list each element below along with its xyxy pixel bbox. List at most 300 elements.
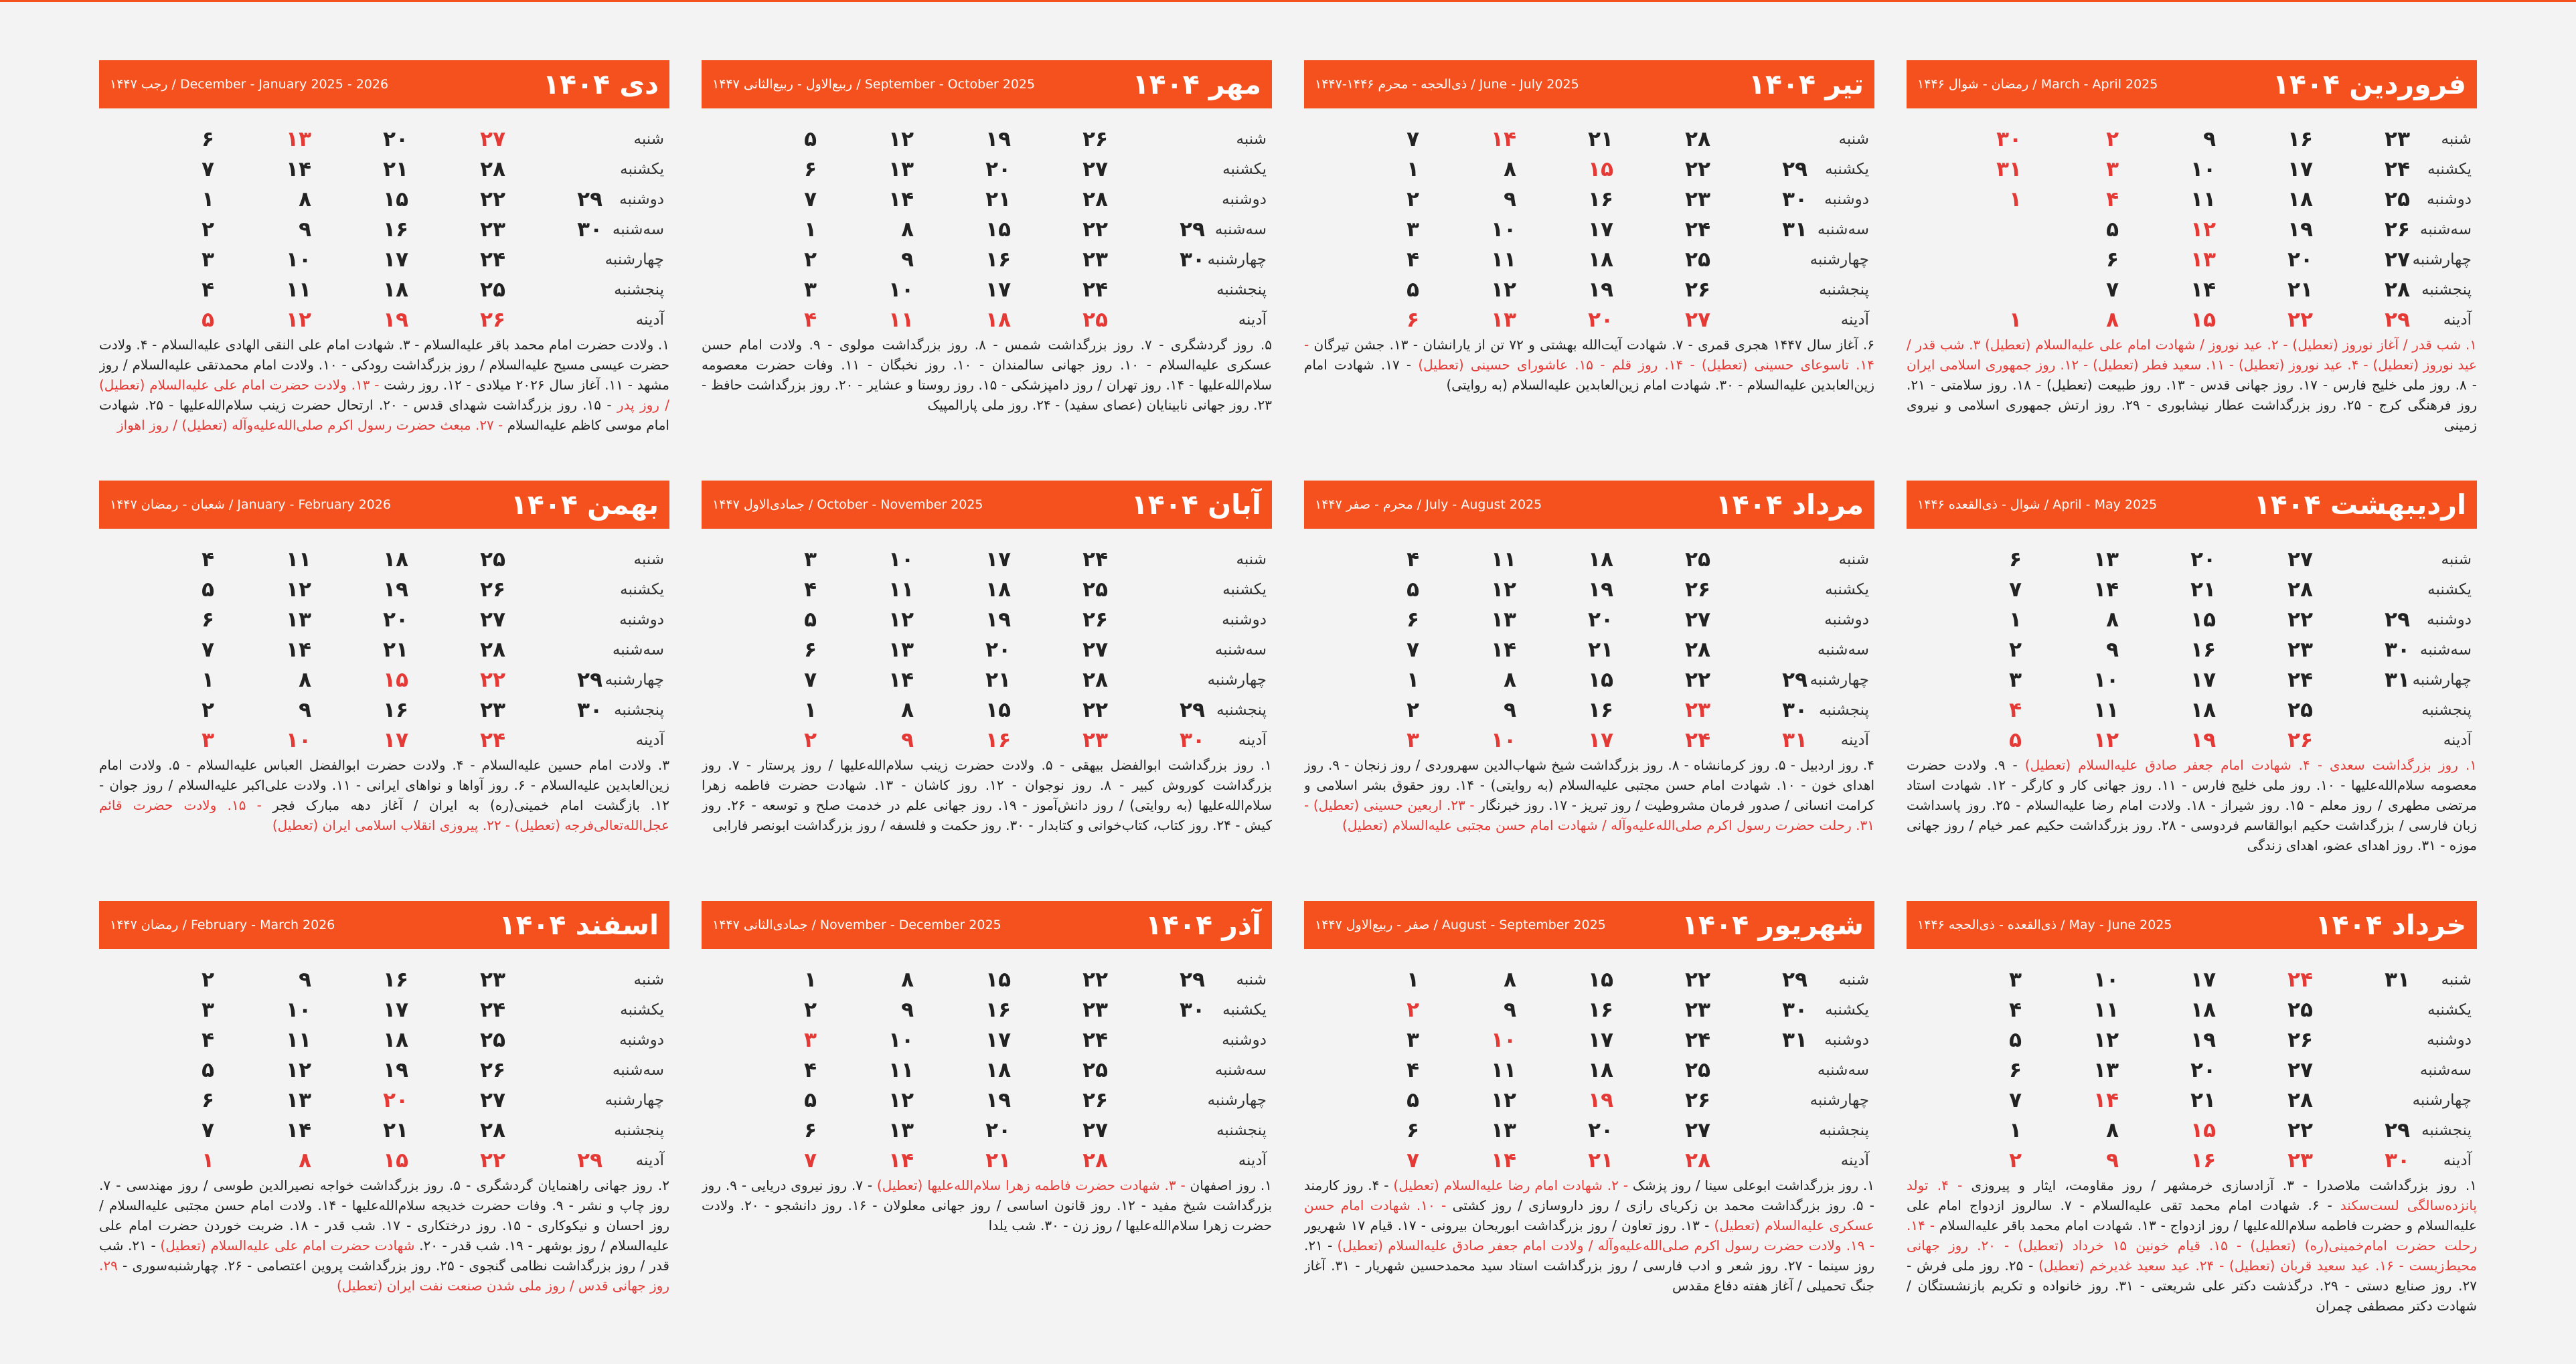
holiday-day-cell[interactable] [925, 726, 1011, 756]
day-cell[interactable] [2130, 575, 2216, 605]
holiday-day-cell[interactable] [1528, 1086, 1613, 1116]
holiday-day-cell[interactable] [2130, 215, 2216, 245]
day-cell[interactable] [2227, 575, 2313, 605]
day-cell[interactable] [2227, 155, 2313, 185]
day-cell[interactable] [1528, 245, 1613, 275]
day-cell[interactable] [2324, 605, 2410, 635]
day-cell[interactable] [2227, 605, 2313, 635]
holiday-day-cell[interactable] [1528, 155, 1613, 185]
holiday-day-cell[interactable] [2130, 305, 2216, 335]
holiday-day-cell[interactable] [1528, 305, 1613, 335]
day-cell[interactable] [828, 275, 914, 305]
day-cell[interactable] [323, 215, 408, 245]
day-cell[interactable] [1431, 1086, 1516, 1116]
day-cell[interactable] [1625, 1086, 1710, 1116]
day-cell[interactable] [2130, 155, 2216, 185]
day-cell[interactable] [731, 635, 817, 665]
day-cell[interactable] [2324, 275, 2410, 305]
day-cell[interactable] [2033, 545, 2119, 575]
day-cell[interactable] [1528, 575, 1613, 605]
holiday-day-cell[interactable] [2227, 1146, 2313, 1176]
day-cell[interactable] [1625, 635, 1710, 665]
day-cell[interactable] [731, 995, 817, 1025]
holiday-day-cell[interactable] [226, 124, 311, 155]
day-cell[interactable] [323, 185, 408, 215]
day-cell[interactable] [1431, 605, 1516, 635]
holiday-day-cell[interactable] [2033, 185, 2119, 215]
day-cell[interactable] [226, 605, 311, 635]
day-cell[interactable] [226, 545, 311, 575]
day-cell[interactable] [925, 1086, 1011, 1116]
day-cell[interactable] [731, 1055, 817, 1086]
day-cell[interactable] [1119, 215, 1205, 245]
day-cell[interactable] [1334, 965, 1419, 995]
day-cell[interactable] [1431, 545, 1516, 575]
day-cell[interactable] [323, 1116, 408, 1146]
day-cell[interactable] [1334, 1055, 1419, 1086]
day-cell[interactable] [2227, 245, 2313, 275]
holiday-day-cell[interactable] [420, 665, 505, 695]
day-cell[interactable] [1334, 605, 1419, 635]
day-cell[interactable] [925, 635, 1011, 665]
day-cell[interactable] [2227, 275, 2313, 305]
day-cell[interactable] [828, 605, 914, 635]
day-cell[interactable] [925, 1055, 1011, 1086]
day-cell[interactable] [925, 1116, 1011, 1146]
day-cell[interactable] [226, 1086, 311, 1116]
day-cell[interactable] [1722, 965, 1807, 995]
day-cell[interactable] [925, 185, 1011, 215]
day-cell[interactable] [828, 155, 914, 185]
day-cell[interactable] [2227, 1116, 2313, 1146]
holiday-day-cell[interactable] [1431, 1146, 1516, 1176]
day-cell[interactable] [323, 605, 408, 635]
day-cell[interactable] [828, 1055, 914, 1086]
day-cell[interactable] [1431, 1116, 1516, 1146]
day-cell[interactable] [1334, 1086, 1419, 1116]
day-cell[interactable] [731, 695, 817, 726]
holiday-day-cell[interactable] [2324, 305, 2410, 335]
day-cell[interactable] [2033, 695, 2119, 726]
day-cell[interactable] [1625, 185, 1710, 215]
day-cell[interactable] [925, 275, 1011, 305]
holiday-day-cell[interactable] [1022, 726, 1108, 756]
day-cell[interactable] [2033, 215, 2119, 245]
day-cell[interactable] [420, 1055, 505, 1086]
day-cell[interactable] [1431, 575, 1516, 605]
day-cell[interactable] [1431, 275, 1516, 305]
day-cell[interactable] [1528, 275, 1613, 305]
day-cell[interactable] [323, 1025, 408, 1055]
day-cell[interactable] [2130, 1086, 2216, 1116]
day-cell[interactable] [1528, 605, 1613, 635]
day-cell[interactable] [1334, 155, 1419, 185]
holiday-day-cell[interactable] [1528, 1146, 1613, 1176]
day-cell[interactable] [1936, 995, 2022, 1025]
day-cell[interactable] [323, 545, 408, 575]
holiday-day-cell[interactable] [2033, 1086, 2119, 1116]
day-cell[interactable] [1022, 575, 1108, 605]
holiday-day-cell[interactable] [2324, 1146, 2410, 1176]
day-cell[interactable] [129, 575, 214, 605]
day-cell[interactable] [2227, 1086, 2313, 1116]
day-cell[interactable] [1528, 1055, 1613, 1086]
day-cell[interactable] [2033, 605, 2119, 635]
day-cell[interactable] [2324, 155, 2410, 185]
holiday-day-cell[interactable] [323, 305, 408, 335]
day-cell[interactable] [226, 1116, 311, 1146]
day-cell[interactable] [2324, 1116, 2410, 1146]
day-cell[interactable] [226, 185, 311, 215]
holiday-day-cell[interactable] [1431, 124, 1516, 155]
day-cell[interactable] [2130, 665, 2216, 695]
day-cell[interactable] [226, 275, 311, 305]
day-cell[interactable] [828, 575, 914, 605]
day-cell[interactable] [2324, 185, 2410, 215]
day-cell[interactable] [731, 665, 817, 695]
day-cell[interactable] [2324, 665, 2410, 695]
day-cell[interactable] [323, 155, 408, 185]
day-cell[interactable] [1936, 635, 2022, 665]
day-cell[interactable] [2033, 965, 2119, 995]
day-cell[interactable] [1936, 575, 2022, 605]
day-cell[interactable] [731, 965, 817, 995]
day-cell[interactable] [420, 1086, 505, 1116]
holiday-day-cell[interactable] [420, 305, 505, 335]
day-cell[interactable] [1022, 155, 1108, 185]
day-cell[interactable] [1625, 1025, 1710, 1055]
holiday-day-cell[interactable] [2130, 1116, 2216, 1146]
day-cell[interactable] [226, 1025, 311, 1055]
holiday-day-cell[interactable] [1528, 726, 1613, 756]
day-cell[interactable] [129, 1025, 214, 1055]
day-cell[interactable] [517, 215, 602, 245]
day-cell[interactable] [1022, 1116, 1108, 1146]
day-cell[interactable] [828, 635, 914, 665]
holiday-day-cell[interactable] [828, 1146, 914, 1176]
day-cell[interactable] [2130, 1055, 2216, 1086]
day-cell[interactable] [1936, 1116, 2022, 1146]
holiday-day-cell[interactable] [1022, 305, 1108, 335]
day-cell[interactable] [1431, 1055, 1516, 1086]
day-cell[interactable] [1119, 995, 1205, 1025]
day-cell[interactable] [129, 245, 214, 275]
day-cell[interactable] [1334, 1025, 1419, 1055]
day-cell[interactable] [420, 695, 505, 726]
day-cell[interactable] [1625, 1116, 1710, 1146]
day-cell[interactable] [2227, 995, 2313, 1025]
day-cell[interactable] [1022, 635, 1108, 665]
day-cell[interactable] [323, 635, 408, 665]
day-cell[interactable] [1334, 695, 1419, 726]
day-cell[interactable] [925, 215, 1011, 245]
day-cell[interactable] [323, 995, 408, 1025]
day-cell[interactable] [2227, 215, 2313, 245]
day-cell[interactable] [1625, 575, 1710, 605]
holiday-day-cell[interactable] [1431, 1025, 1516, 1055]
holiday-day-cell[interactable] [1334, 1146, 1419, 1176]
day-cell[interactable] [1528, 665, 1613, 695]
day-cell[interactable] [420, 575, 505, 605]
day-cell[interactable] [420, 545, 505, 575]
day-cell[interactable] [925, 995, 1011, 1025]
holiday-day-cell[interactable] [2033, 1146, 2119, 1176]
holiday-day-cell[interactable] [2130, 726, 2216, 756]
day-cell[interactable] [1625, 215, 1710, 245]
day-cell[interactable] [420, 965, 505, 995]
day-cell[interactable] [2227, 545, 2313, 575]
day-cell[interactable] [2130, 635, 2216, 665]
day-cell[interactable] [731, 185, 817, 215]
day-cell[interactable] [1431, 155, 1516, 185]
day-cell[interactable] [731, 155, 817, 185]
day-cell[interactable] [517, 695, 602, 726]
day-cell[interactable] [420, 635, 505, 665]
day-cell[interactable] [1022, 1055, 1108, 1086]
day-cell[interactable] [129, 605, 214, 635]
day-cell[interactable] [129, 124, 214, 155]
day-cell[interactable] [1334, 245, 1419, 275]
holiday-day-cell[interactable] [925, 1146, 1011, 1176]
day-cell[interactable] [1625, 245, 1710, 275]
holiday-day-cell[interactable] [2033, 155, 2119, 185]
day-cell[interactable] [420, 245, 505, 275]
day-cell[interactable] [129, 995, 214, 1025]
holiday-day-cell[interactable] [1936, 695, 2022, 726]
day-cell[interactable] [1625, 275, 1710, 305]
day-cell[interactable] [2227, 185, 2313, 215]
holiday-day-cell[interactable] [129, 305, 214, 335]
day-cell[interactable] [1625, 665, 1710, 695]
day-cell[interactable] [828, 124, 914, 155]
day-cell[interactable] [2324, 215, 2410, 245]
day-cell[interactable] [2033, 575, 2119, 605]
holiday-day-cell[interactable] [1625, 695, 1710, 726]
day-cell[interactable] [2130, 185, 2216, 215]
day-cell[interactable] [1936, 1025, 2022, 1055]
day-cell[interactable] [1722, 995, 1807, 1025]
holiday-day-cell[interactable] [1936, 155, 2022, 185]
day-cell[interactable] [1431, 635, 1516, 665]
day-cell[interactable] [1722, 185, 1807, 215]
day-cell[interactable] [1334, 545, 1419, 575]
day-cell[interactable] [925, 245, 1011, 275]
day-cell[interactable] [2227, 1025, 2313, 1055]
day-cell[interactable] [1334, 1116, 1419, 1146]
day-cell[interactable] [925, 1025, 1011, 1055]
holiday-day-cell[interactable] [1936, 726, 2022, 756]
day-cell[interactable] [1334, 185, 1419, 215]
day-cell[interactable] [828, 665, 914, 695]
holiday-day-cell[interactable] [420, 726, 505, 756]
day-cell[interactable] [2130, 965, 2216, 995]
holiday-day-cell[interactable] [2227, 965, 2313, 995]
day-cell[interactable] [323, 245, 408, 275]
holiday-day-cell[interactable] [1431, 305, 1516, 335]
day-cell[interactable] [925, 695, 1011, 726]
holiday-day-cell[interactable] [2227, 726, 2313, 756]
day-cell[interactable] [2227, 665, 2313, 695]
day-cell[interactable] [1722, 155, 1807, 185]
day-cell[interactable] [1334, 215, 1419, 245]
day-cell[interactable] [323, 124, 408, 155]
day-cell[interactable] [1119, 695, 1205, 726]
day-cell[interactable] [1431, 185, 1516, 215]
day-cell[interactable] [1936, 545, 2022, 575]
day-cell[interactable] [2130, 1025, 2216, 1055]
day-cell[interactable] [2324, 245, 2410, 275]
day-cell[interactable] [731, 124, 817, 155]
holiday-day-cell[interactable] [420, 124, 505, 155]
day-cell[interactable] [129, 215, 214, 245]
holiday-day-cell[interactable] [1334, 726, 1419, 756]
holiday-day-cell[interactable] [2227, 305, 2313, 335]
day-cell[interactable] [226, 965, 311, 995]
holiday-day-cell[interactable] [1625, 1146, 1710, 1176]
day-cell[interactable] [517, 665, 602, 695]
holiday-day-cell[interactable] [2033, 305, 2119, 335]
day-cell[interactable] [828, 1025, 914, 1055]
day-cell[interactable] [226, 245, 311, 275]
day-cell[interactable] [828, 185, 914, 215]
day-cell[interactable] [1022, 275, 1108, 305]
holiday-day-cell[interactable] [2033, 124, 2119, 155]
holiday-day-cell[interactable] [731, 726, 817, 756]
holiday-day-cell[interactable] [1334, 305, 1419, 335]
day-cell[interactable] [2227, 635, 2313, 665]
day-cell[interactable] [129, 185, 214, 215]
day-cell[interactable] [2033, 665, 2119, 695]
day-cell[interactable] [1936, 965, 2022, 995]
day-cell[interactable] [1625, 605, 1710, 635]
day-cell[interactable] [1022, 605, 1108, 635]
day-cell[interactable] [731, 245, 817, 275]
holiday-day-cell[interactable] [1936, 185, 2022, 215]
holiday-day-cell[interactable] [1022, 1146, 1108, 1176]
day-cell[interactable] [2130, 275, 2216, 305]
day-cell[interactable] [1528, 545, 1613, 575]
holiday-day-cell[interactable] [323, 726, 408, 756]
day-cell[interactable] [1625, 545, 1710, 575]
day-cell[interactable] [129, 965, 214, 995]
day-cell[interactable] [1431, 245, 1516, 275]
day-cell[interactable] [2033, 635, 2119, 665]
day-cell[interactable] [1625, 995, 1710, 1025]
day-cell[interactable] [323, 275, 408, 305]
day-cell[interactable] [129, 1086, 214, 1116]
day-cell[interactable] [226, 695, 311, 726]
day-cell[interactable] [2130, 605, 2216, 635]
day-cell[interactable] [1528, 995, 1613, 1025]
day-cell[interactable] [1334, 665, 1419, 695]
day-cell[interactable] [129, 155, 214, 185]
day-cell[interactable] [2324, 965, 2410, 995]
day-cell[interactable] [226, 575, 311, 605]
day-cell[interactable] [129, 695, 214, 726]
day-cell[interactable] [2130, 995, 2216, 1025]
day-cell[interactable] [2033, 1055, 2119, 1086]
holiday-day-cell[interactable] [731, 1146, 817, 1176]
day-cell[interactable] [129, 665, 214, 695]
day-cell[interactable] [828, 695, 914, 726]
day-cell[interactable] [420, 995, 505, 1025]
day-cell[interactable] [517, 185, 602, 215]
day-cell[interactable] [731, 545, 817, 575]
day-cell[interactable] [1936, 665, 2022, 695]
day-cell[interactable] [731, 1086, 817, 1116]
day-cell[interactable] [1528, 965, 1613, 995]
day-cell[interactable] [925, 155, 1011, 185]
day-cell[interactable] [420, 185, 505, 215]
day-cell[interactable] [420, 215, 505, 245]
day-cell[interactable] [1431, 695, 1516, 726]
day-cell[interactable] [226, 665, 311, 695]
day-cell[interactable] [1625, 155, 1710, 185]
holiday-day-cell[interactable] [2033, 726, 2119, 756]
day-cell[interactable] [828, 995, 914, 1025]
day-cell[interactable] [1528, 185, 1613, 215]
day-cell[interactable] [2227, 1055, 2313, 1086]
holiday-day-cell[interactable] [323, 1146, 408, 1176]
day-cell[interactable] [1022, 1025, 1108, 1055]
day-cell[interactable] [2324, 124, 2410, 155]
day-cell[interactable] [1625, 1055, 1710, 1086]
day-cell[interactable] [925, 665, 1011, 695]
day-cell[interactable] [420, 1025, 505, 1055]
day-cell[interactable] [420, 275, 505, 305]
holiday-day-cell[interactable] [323, 1086, 408, 1116]
day-cell[interactable] [129, 1055, 214, 1086]
day-cell[interactable] [925, 965, 1011, 995]
day-cell[interactable] [420, 1116, 505, 1146]
holiday-day-cell[interactable] [1625, 305, 1710, 335]
day-cell[interactable] [1936, 605, 2022, 635]
day-cell[interactable] [226, 155, 311, 185]
holiday-day-cell[interactable] [420, 1146, 505, 1176]
day-cell[interactable] [2033, 1025, 2119, 1055]
day-cell[interactable] [2033, 995, 2119, 1025]
day-cell[interactable] [226, 1055, 311, 1086]
day-cell[interactable] [1528, 215, 1613, 245]
day-cell[interactable] [323, 695, 408, 726]
holiday-day-cell[interactable] [2130, 245, 2216, 275]
day-cell[interactable] [129, 635, 214, 665]
holiday-day-cell[interactable] [1431, 726, 1516, 756]
day-cell[interactable] [2033, 1116, 2119, 1146]
holiday-day-cell[interactable] [129, 726, 214, 756]
day-cell[interactable] [1119, 965, 1205, 995]
day-cell[interactable] [323, 1055, 408, 1086]
day-cell[interactable] [1334, 275, 1419, 305]
day-cell[interactable] [1119, 245, 1205, 275]
day-cell[interactable] [925, 124, 1011, 155]
day-cell[interactable] [1431, 215, 1516, 245]
day-cell[interactable] [1528, 635, 1613, 665]
holiday-day-cell[interactable] [828, 726, 914, 756]
day-cell[interactable] [1334, 124, 1419, 155]
day-cell[interactable] [1722, 215, 1807, 245]
day-cell[interactable] [1334, 575, 1419, 605]
holiday-day-cell[interactable] [731, 1025, 817, 1055]
day-cell[interactable] [1022, 545, 1108, 575]
day-cell[interactable] [828, 545, 914, 575]
day-cell[interactable] [420, 605, 505, 635]
day-cell[interactable] [1022, 215, 1108, 245]
day-cell[interactable] [2227, 695, 2313, 726]
holiday-day-cell[interactable] [925, 305, 1011, 335]
day-cell[interactable] [2130, 695, 2216, 726]
day-cell[interactable] [1022, 1086, 1108, 1116]
